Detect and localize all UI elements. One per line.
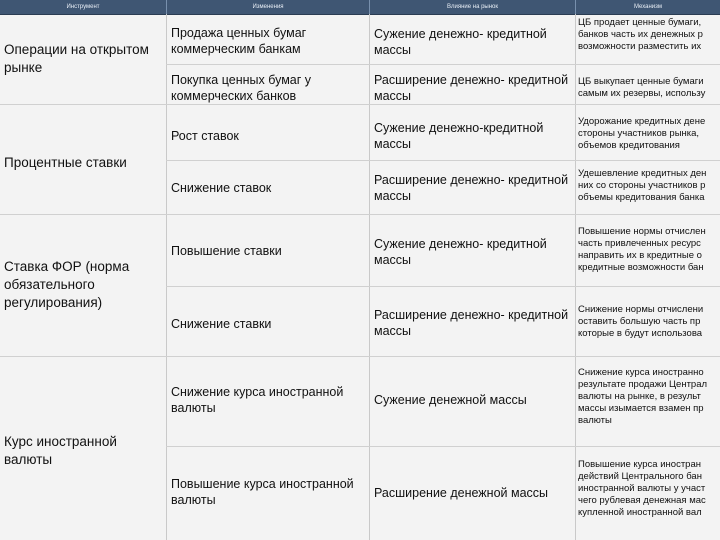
effect-cell: Сужение денежно- кредитной массы (374, 237, 547, 267)
header-mechanism: Механизм (633, 4, 663, 10)
header-market-effect: Влияние на рынок (446, 4, 498, 10)
instrument-open-market: Операции на открытом рынке (4, 42, 149, 75)
group-divider (0, 104, 720, 105)
effect-cell: Сужение денежно- кредитной массы (374, 27, 547, 57)
table-header (0, 0, 720, 15)
change-cell: Снижение ставок (171, 181, 272, 195)
header-instrument: Инструмент (66, 4, 100, 10)
change-cell: Повышение курса иностранной валюты (171, 477, 354, 507)
group-divider (0, 214, 720, 215)
mechanism-cell: ЦБ выкупает ценные бумаги самым их резервы, использу (578, 76, 706, 99)
column-divider (575, 14, 576, 540)
mechanism-cell: Снижение нормы отчислени оставить большую часть пр которые в будут использова (578, 304, 704, 339)
change-cell: Повышение ставки (171, 244, 282, 258)
column-divider (166, 14, 167, 540)
instrument-interest-rates: Процентные ставки (4, 155, 127, 170)
effect-cell: Сужение денежно-кредитной массы (374, 121, 544, 151)
mechanism-cell: Удешевление кредитных ден них со стороны участников р объемы кредитования банка (578, 168, 707, 203)
mechanism-cell: Повышение курса иностран действий Центрального бан иностранной валюты у участ чего рублевая денежная мас купленной иностранной вал (578, 459, 706, 518)
mechanism-cell: Снижение курса иностранно результате продажи Централ валюты на рынке, в результ массы изымается взамен пр валюты (578, 367, 708, 426)
effect-cell: Сужение денежной массы (374, 393, 527, 407)
mechanism-cell: Удорожание кредитных дене стороны участников рынка, объемов кредитования (578, 116, 706, 151)
effect-cell: Расширение денежной массы (374, 486, 549, 500)
instrument-reserve-ratio: Ставка ФОР (норма обязательного регулирования) (4, 259, 130, 310)
change-cell: Покупка ценных бумаг у коммерческих банков (171, 73, 312, 103)
instrument-exchange-rate: Курс иностранной валюты (4, 434, 117, 467)
change-cell: Продажа ценных бумаг коммерческим банкам (171, 26, 307, 56)
group-divider (0, 356, 720, 357)
row-divider (166, 286, 720, 287)
header-change: Изменения (252, 4, 284, 10)
column-divider (369, 14, 370, 540)
row-divider (166, 446, 720, 447)
change-cell: Снижение курса иностранной валюты (171, 385, 344, 415)
effect-cell: Расширение денежно- кредитной массы (374, 308, 569, 338)
row-divider (166, 64, 720, 65)
effect-cell: Расширение денежно- кредитной массы (374, 73, 569, 103)
mechanism-cell: Повышение нормы отчислен часть привлеченных ресурс направить их в кредитные о кредитные возможности бан (578, 226, 706, 273)
change-cell: Снижение ставки (171, 317, 272, 331)
effect-cell: Расширение денежно- кредитной массы (374, 173, 569, 203)
change-cell: Рост ставок (171, 129, 239, 143)
row-divider (166, 160, 720, 161)
mechanism-cell: ЦБ продает ценные бумаги, банков часть их денежных р возможности разместить их (578, 17, 703, 52)
